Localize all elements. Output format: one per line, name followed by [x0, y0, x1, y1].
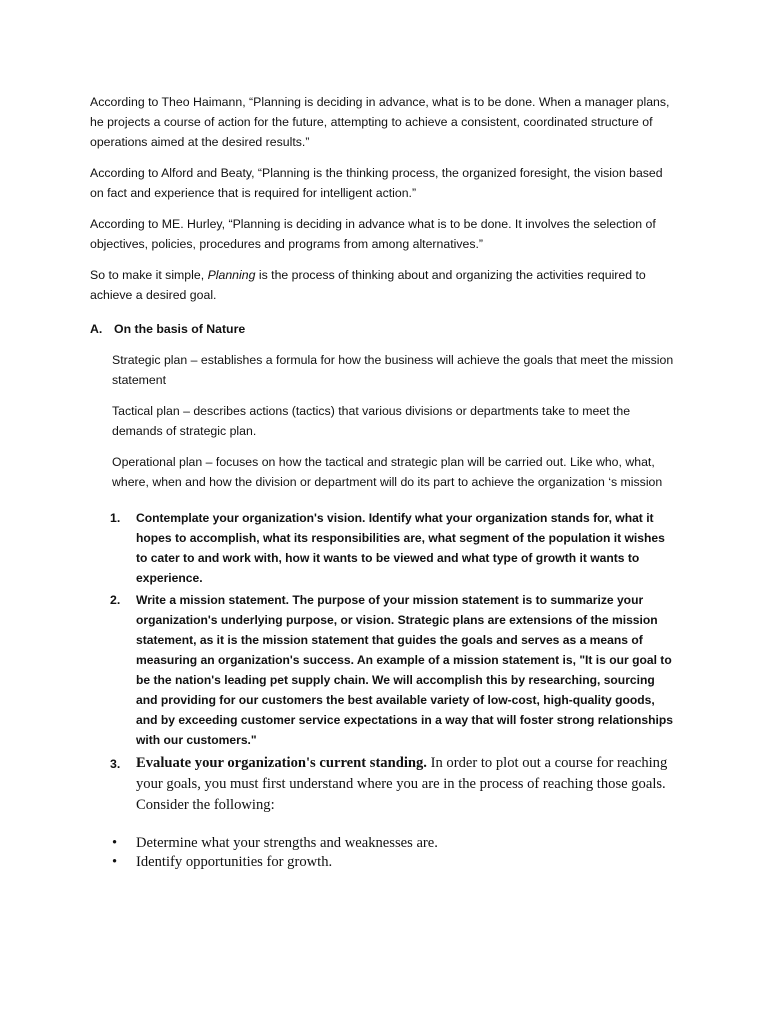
- bullet-icon: •: [112, 854, 118, 870]
- simple-definition-before: So to make it simple,: [90, 268, 208, 282]
- list-item-number: 3.: [110, 757, 121, 771]
- list-item-body: [136, 590, 678, 750]
- bullet-icon: •: [112, 835, 118, 851]
- simple-definition-italic: Planning: [207, 268, 256, 282]
- list-item-lead: Evaluate your organization's current standing.: [136, 755, 427, 771]
- steps-list: [90, 508, 678, 816]
- bullet-list: [90, 834, 678, 872]
- quote-hurley: According to ME. Hurley, “Planning is deciding in advance what is to be done. It involves the selection of objectives, policies, procedures and programs from among alternatives.”: [90, 217, 656, 251]
- tactical-plan-definition: Tactical plan – describes actions (tactics) that various divisions or departments take to meet the demands of strategic plan.: [112, 404, 631, 438]
- quote-alford-beaty: According to Alford and Beaty, “Planning is the thinking process, the organized foresight, the vision based on fact and experience that is required for intelligent action.”: [90, 166, 663, 200]
- list-item: [90, 752, 678, 816]
- section-title: On the basis of Nature: [114, 322, 246, 336]
- list-item-body: [136, 508, 678, 588]
- simple-definition: [90, 265, 678, 305]
- list-item-number: 2.: [110, 593, 121, 607]
- list-item-number: 1.: [110, 511, 121, 525]
- operational-plan-definition: Operational plan – focuses on how the tactical and strategic plan will be carried out. Like who, what, where, when and how the division or department will do its part to achieve the organization ‘s mission: [112, 455, 663, 489]
- bullet-text: Determine what your strengths and weaknesses are.: [136, 835, 438, 851]
- quote-haimann: According to Theo Haimann, “Planning is deciding in advance, what is to be done. When a manager plans, he projects a course of action for the future, attempting to achieve a consistent, coordinated structure of operations aimed at the desired results.”: [90, 95, 670, 149]
- bullet-item: [90, 853, 678, 872]
- bullet-item: [90, 834, 678, 853]
- section-letter: A.: [90, 322, 103, 336]
- list-item-body: [136, 752, 678, 816]
- list-item: [90, 590, 678, 750]
- section-heading: [90, 319, 678, 339]
- list-item-text: In order to plot out a course for reaching your goals, you must first understand where you are in the process of reaching those goals. Consider the following:: [136, 755, 668, 813]
- list-item-text: The purpose of your mission statement is to summarize your organization's underlying purpose, or vision. Strategic plans are extensions of the mission statement, as it is the mission statement that guides the goals and serves as a means of measuring an organization's success. An example of a mission statement is, "It is our goal to be the nation's leading pet supply chain. We will accomplish this by researching, sourcing and providing for our customers the best available variety of low-cost, high-quality goods, and by exceeding customer service expectations in a way that will foster strong relationships with our customers.": [136, 593, 673, 747]
- list-item-text: Identify what your organization stands for, what it hopes to accomplish, what its responsibilities are, what segment of the population it wishes to cater to and work with, how it wants to be viewed and what type of growth it wants to experience.: [136, 511, 665, 585]
- strategic-plan-definition: Strategic plan – establishes a formula for how the business will achieve the goals that meet the mission statement: [112, 353, 674, 387]
- simple-definition-after: is the process of thinking about and organizing the activities required to achieve a desired goal.: [90, 268, 646, 302]
- list-item: [90, 508, 678, 588]
- list-item-lead: Contemplate your organization's vision.: [136, 511, 366, 525]
- list-item-lead: Write a mission statement.: [136, 593, 290, 607]
- bullet-text: Identify opportunities for growth.: [136, 854, 333, 870]
